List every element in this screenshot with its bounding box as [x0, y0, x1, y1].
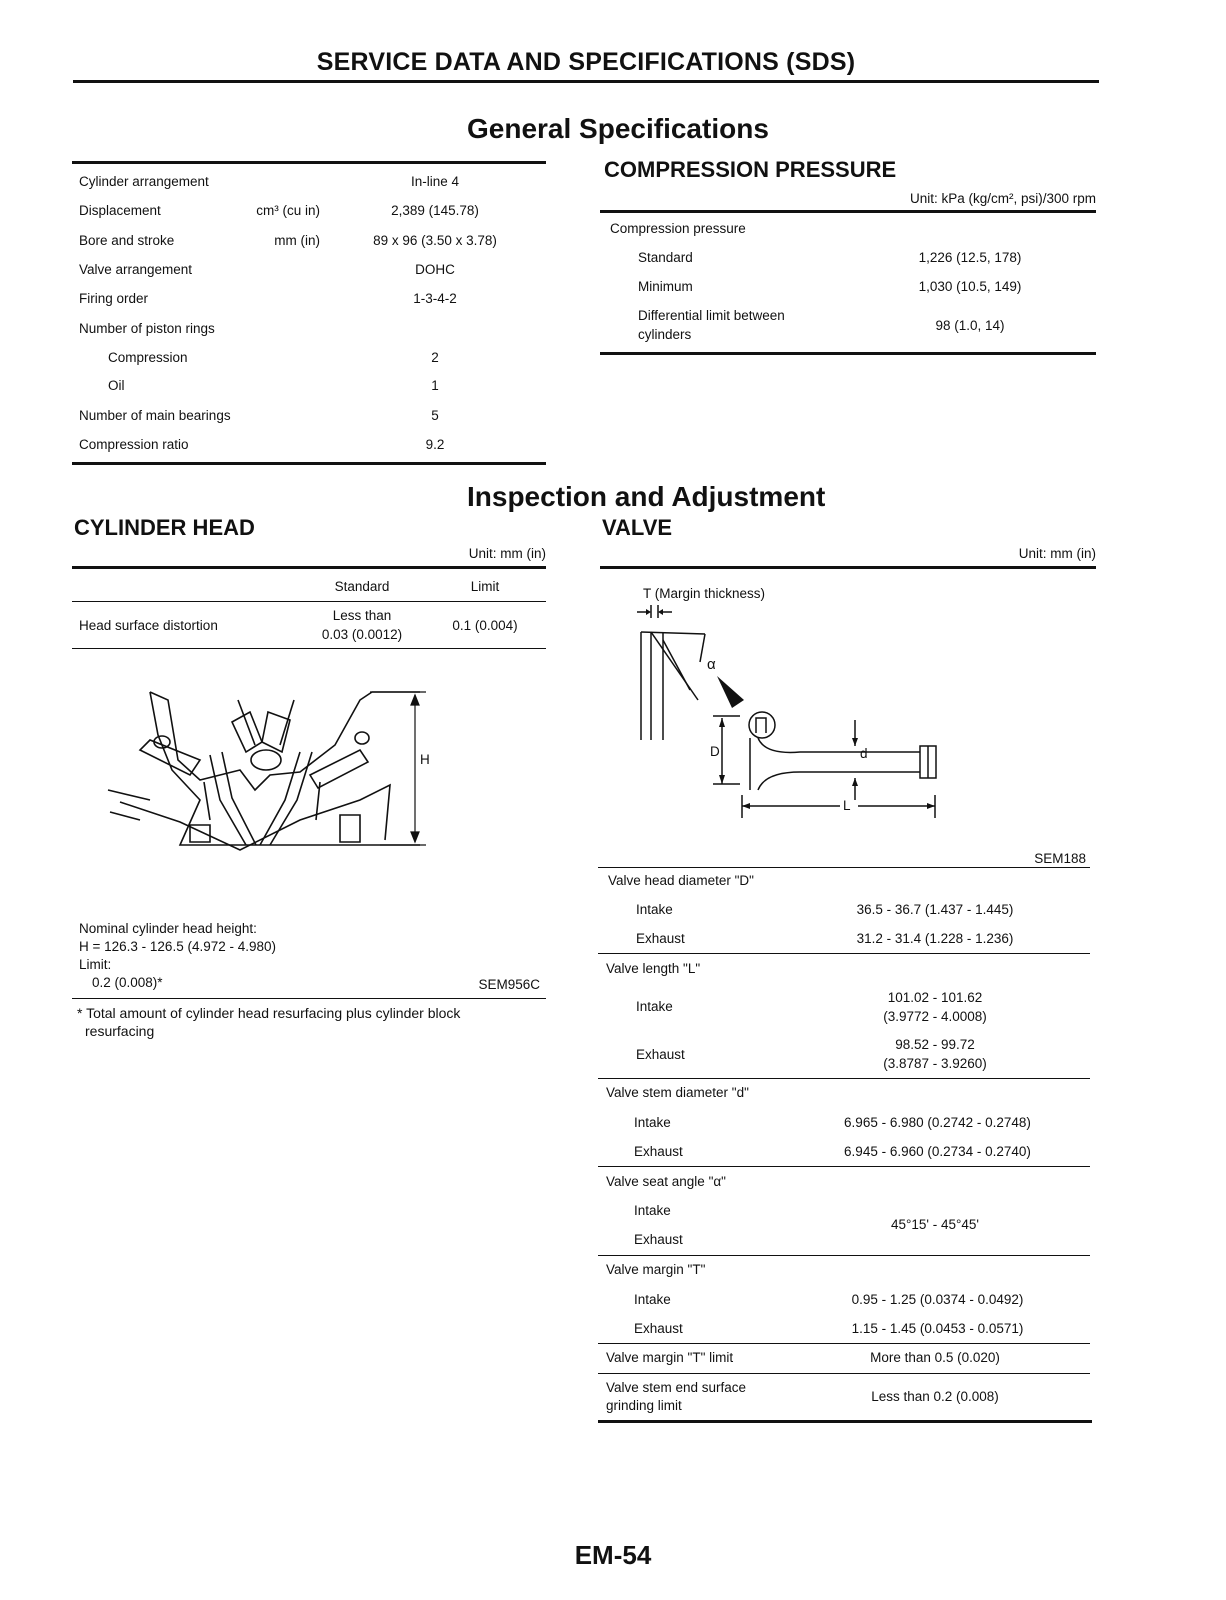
compression-minimum-value: 1,030 (10.5, 149): [918, 279, 1022, 294]
row-exhaust-label: Exhaust: [634, 1321, 683, 1336]
spec-value: 2: [431, 350, 439, 365]
footnote-line1: * Total amount of cylinder head resurfacing plus cylinder block: [77, 1005, 461, 1021]
spec-label: Oil: [108, 378, 125, 393]
spec-label: Valve arrangement: [79, 262, 193, 277]
head-dia-exhaust: 31.2 - 31.4 (1.228 - 1.236): [856, 931, 1014, 946]
limit-label: Limit:: [79, 957, 112, 972]
spec-value: 89 x 96 (3.50 x 3.78): [373, 233, 497, 248]
row-intake-label: Intake: [636, 902, 673, 917]
valve-unit: Unit: mm (in): [1018, 546, 1096, 561]
head-limit: 0.1 (0.004): [452, 618, 518, 633]
spec-value: 5: [431, 408, 439, 423]
head-surface-distortion-label: Head surface distortion: [79, 618, 218, 633]
nominal-height-label: Nominal cylinder head height:: [79, 921, 257, 936]
valve-seat-angle-label: Valve seat angle "α": [606, 1174, 726, 1189]
page-header: SERVICE DATA AND SPECIFICATIONS (SDS): [316, 48, 856, 76]
valve-length-label: Valve length "L": [606, 961, 701, 976]
fig-alpha-label: α: [707, 656, 716, 673]
nominal-height-value: H = 126.3 - 126.5 (4.972 - 4.980): [79, 939, 277, 954]
valve-rule-3: [598, 1166, 1090, 1167]
row-exhaust-label: Exhaust: [636, 1047, 685, 1062]
fig-small-d-label: d: [860, 746, 868, 761]
spec-label: Bore and stroke: [79, 233, 175, 248]
valve-margin-label: Valve margin "T": [606, 1262, 706, 1277]
valve-head-diameter-label: Valve head diameter "D": [608, 873, 754, 888]
fig-big-d-label: D: [710, 744, 720, 759]
row-exhaust-label: Exhaust: [634, 1144, 683, 1159]
col-standard: Standard: [334, 579, 390, 594]
cylinder-head-unit: Unit: mm (in): [468, 546, 546, 561]
stem-end-label-2: grinding limit: [606, 1398, 682, 1413]
spec-unit: mm (in): [274, 233, 320, 248]
page-number: EM-54: [574, 1540, 652, 1570]
spec-value: 1: [431, 378, 439, 393]
spec-value: 9.2: [425, 437, 445, 452]
valve-table-top-rule: [598, 867, 1090, 868]
fig-l-label: L: [843, 798, 851, 813]
stem-end-value: Less than 0.2 (0.008): [871, 1389, 999, 1404]
compression-diff-value: 98 (1.0, 14): [935, 318, 1005, 333]
spec-label: Displacement: [79, 203, 161, 218]
fig-h-label: H: [420, 752, 430, 767]
limit-value: 0.2 (0.008)*: [92, 975, 163, 990]
spec-label: Compression: [108, 350, 188, 365]
fig-code-sem956c: SEM956C: [478, 977, 540, 992]
spec-value: 1-3-4-2: [413, 291, 457, 306]
row-exhaust-label: Exhaust: [634, 1232, 683, 1247]
head-std-line1: Less than: [332, 608, 392, 623]
margin-exhaust: 1.15 - 1.45 (0.0453 - 0.0571): [851, 1321, 1024, 1336]
valve-stem-diameter-label: Valve stem diameter "d": [606, 1085, 749, 1100]
valve-rule-2: [598, 1078, 1090, 1079]
valve-rule-6: [598, 1373, 1090, 1374]
row-intake-label: Intake: [634, 1203, 671, 1218]
spec-label: Number of piston rings: [79, 321, 215, 336]
inspection-title: Inspection and Adjustment: [467, 481, 826, 512]
valve-rule-5: [598, 1343, 1090, 1344]
compression-unit: Unit: kPa (kg/cm², psi)/300 rpm: [909, 191, 1096, 206]
compression-standard-label: Standard: [638, 250, 693, 265]
valve-title: VALVE: [602, 515, 673, 540]
stem-end-label-1: Valve stem end surface: [606, 1380, 747, 1395]
compression-diff-label-1: Differential limit between: [638, 308, 785, 323]
spec-value: 2,389 (145.78): [391, 203, 479, 218]
compression-title: COMPRESSION PRESSURE: [604, 157, 897, 182]
compression-diff-label-2: cylinders: [638, 327, 692, 342]
row-intake-label: Intake: [636, 999, 673, 1014]
spec-label: Firing order: [79, 291, 149, 306]
compression-group-label: Compression pressure: [610, 221, 746, 236]
length-intake-1: 101.02 - 101.62: [887, 990, 983, 1005]
valve-margin-limit-label: Valve margin "T" limit: [606, 1350, 734, 1365]
spec-value: In-line 4: [410, 174, 460, 189]
spec-label: Number of main bearings: [79, 408, 231, 423]
general-specifications-title: General Specifications: [467, 113, 769, 144]
valve-rule-4: [598, 1255, 1090, 1256]
row-intake-label: Intake: [634, 1292, 671, 1307]
cylinder-head-title: CYLINDER HEAD: [74, 515, 255, 540]
stem-dia-exhaust: 6.945 - 6.960 (0.2734 - 0.2740): [844, 1144, 1031, 1159]
spec-value: DOHC: [415, 262, 455, 277]
valve-table-bottom-rule: [598, 1420, 1092, 1423]
row-exhaust-label: Exhaust: [636, 931, 685, 946]
spec-label: Compression ratio: [79, 437, 189, 452]
footnote-line2: resurfacing: [85, 1023, 155, 1039]
valve-rule-1: [598, 953, 1090, 954]
compression-standard-value: 1,226 (12.5, 178): [918, 250, 1022, 265]
stem-dia-intake: 6.965 - 6.980 (0.2742 - 0.2748): [844, 1115, 1031, 1130]
margin-intake: 0.95 - 1.25 (0.0374 - 0.0492): [851, 1292, 1024, 1307]
compression-minimum-label: Minimum: [638, 279, 693, 294]
fig-margin-thickness-label: T (Margin thickness): [643, 586, 766, 601]
head-std-line2: 0.03 (0.0012): [321, 627, 403, 642]
spec-unit: cm³ (cu in): [256, 203, 320, 218]
spec-label: Cylinder arrangement: [79, 174, 209, 189]
col-limit: Limit: [470, 579, 500, 594]
row-intake-label: Intake: [634, 1115, 671, 1130]
fig-code-sem188: SEM188: [1034, 851, 1086, 866]
head-dia-intake: 36.5 - 36.7 (1.437 - 1.445): [856, 902, 1014, 917]
length-intake-2: (3.9772 - 4.0008): [883, 1009, 987, 1024]
seat-angle-value: 45°15' - 45°45': [890, 1217, 979, 1232]
margin-limit-value: More than 0.5 (0.020): [870, 1350, 1000, 1365]
length-exhaust-2: (3.8787 - 3.9260): [883, 1056, 987, 1071]
length-exhaust-1: 98.52 - 99.72: [895, 1037, 975, 1052]
